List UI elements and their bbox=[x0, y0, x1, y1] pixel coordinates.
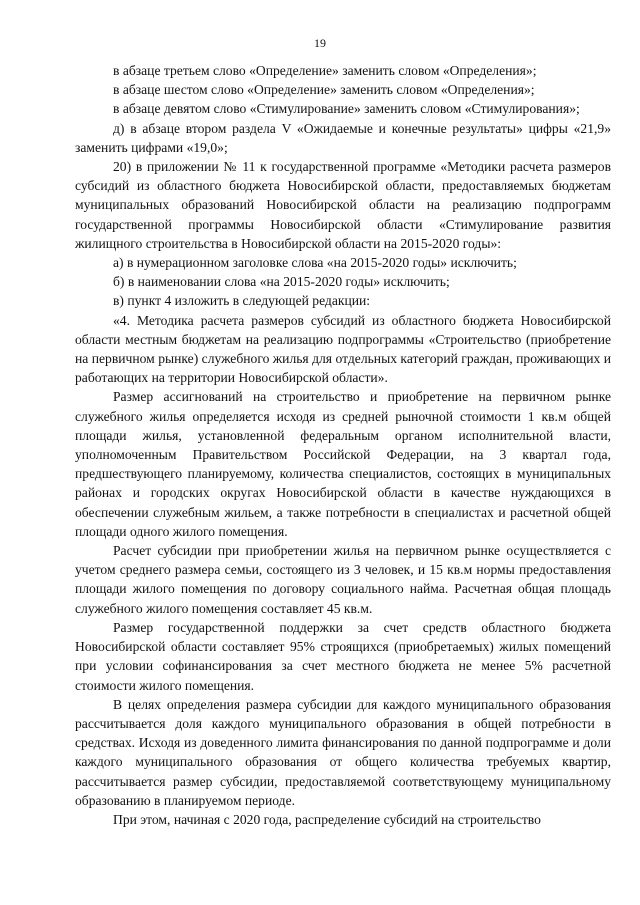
paragraph: Размер государственной поддержки за счет средств областного бюджета Новосибирской области составляет 95% строящихся (приобретаемых) жилых помещений при условии софинансирования за счет местного бюджета не менее 5% расчетной стоимости жилого помещения. bbox=[75, 619, 611, 693]
paragraph: а) в нумерационном заголовке слова «на 2015-2020 годы» исключить; bbox=[113, 255, 517, 271]
page-number: 19 bbox=[314, 36, 326, 50]
paragraph: 20) в приложении № 11 к государственной программе «Методики расчета размеров субсидий из областного бюджета Новосибирской области, предоставляемых бюджетам муниципальных образований Новосибирской области на реализацию подпрограмм государственной программы Новосибирской области «Стимулирование развития жилищного строительства в Новосибирской области на 2015-2020 годы»: bbox=[75, 159, 611, 251]
paragraph: При этом, начиная с 2020 года, распределение субсидий на строительство bbox=[113, 811, 541, 827]
paragraph: в) пункт 4 изложить в следующей редакции: bbox=[113, 293, 371, 309]
document-body bbox=[75, 61, 611, 829]
paragraph: в абзаце девятом слово «Стимулирование» заменить словом «Стимулирования»; bbox=[113, 101, 580, 117]
paragraph: в абзаце шестом слово «Определение» заменить словом «Определения»; bbox=[113, 82, 535, 98]
paragraph: б) в наименовании слова «на 2015-2020 годы» исключить; bbox=[113, 274, 450, 290]
paragraph: д) в абзаце втором раздела V «Ожидаемые и конечные результаты» цифры «21,9» заменить цифрами «19,0»; bbox=[75, 120, 611, 155]
paragraph: Размер ассигнований на строительство и приобретение на первичном рынке служебного жилья определяется исходя из средней рыночной стоимости 1 кв.м общей площади жилья, установленной федеральным органом исполнительной власти, уполномоченным Правительством Российской Федерации, на 3 квартал года, предшествующего планируемому, количества специалистов, состоящих в муниципальных районах и городских округах Новосибирской области в качестве нуждающихся в обеспечении служебным жильем, а также потребности в специалистах и расчетной общей площади одного жилого помещения. bbox=[75, 389, 611, 539]
paragraph: В целях определения размера субсидии для каждого муниципального образования рассчитывается доля каждого муниципального образования в общей потребности в средствах. Исходя из доведенного лимита финансирования по данной подпрограмме и доли каждого муниципального образования от общего количества требуемых квартир, рассчитывается размер субсидии, предоставляемой соответствующему муниципальному образованию в планируемом периоде. bbox=[75, 696, 611, 808]
paragraph: «4. Методика расчета размеров субсидий из областного бюджета Новосибирской области местным бюджетам на реализацию подпрограммы «Строительство (приобретение на первичном рынке) служебного жилья для отдельных категорий граждан, проживающих и работающих на территории Новосибирской области». bbox=[75, 312, 611, 386]
paragraph: Расчет субсидии при приобретении жилья на первичном рынке осуществляется с учетом среднего размера семьи, состоящего из 3 человек, и 15 кв.м нормы предоставления площади жилого помещения по договору социального найма. Расчетная общая площадь служебного жилого помещения составляет 45 кв.м. bbox=[75, 543, 611, 616]
paragraph: в абзаце третьем слово «Определение» заменить словом «Определения»; bbox=[113, 63, 537, 78]
